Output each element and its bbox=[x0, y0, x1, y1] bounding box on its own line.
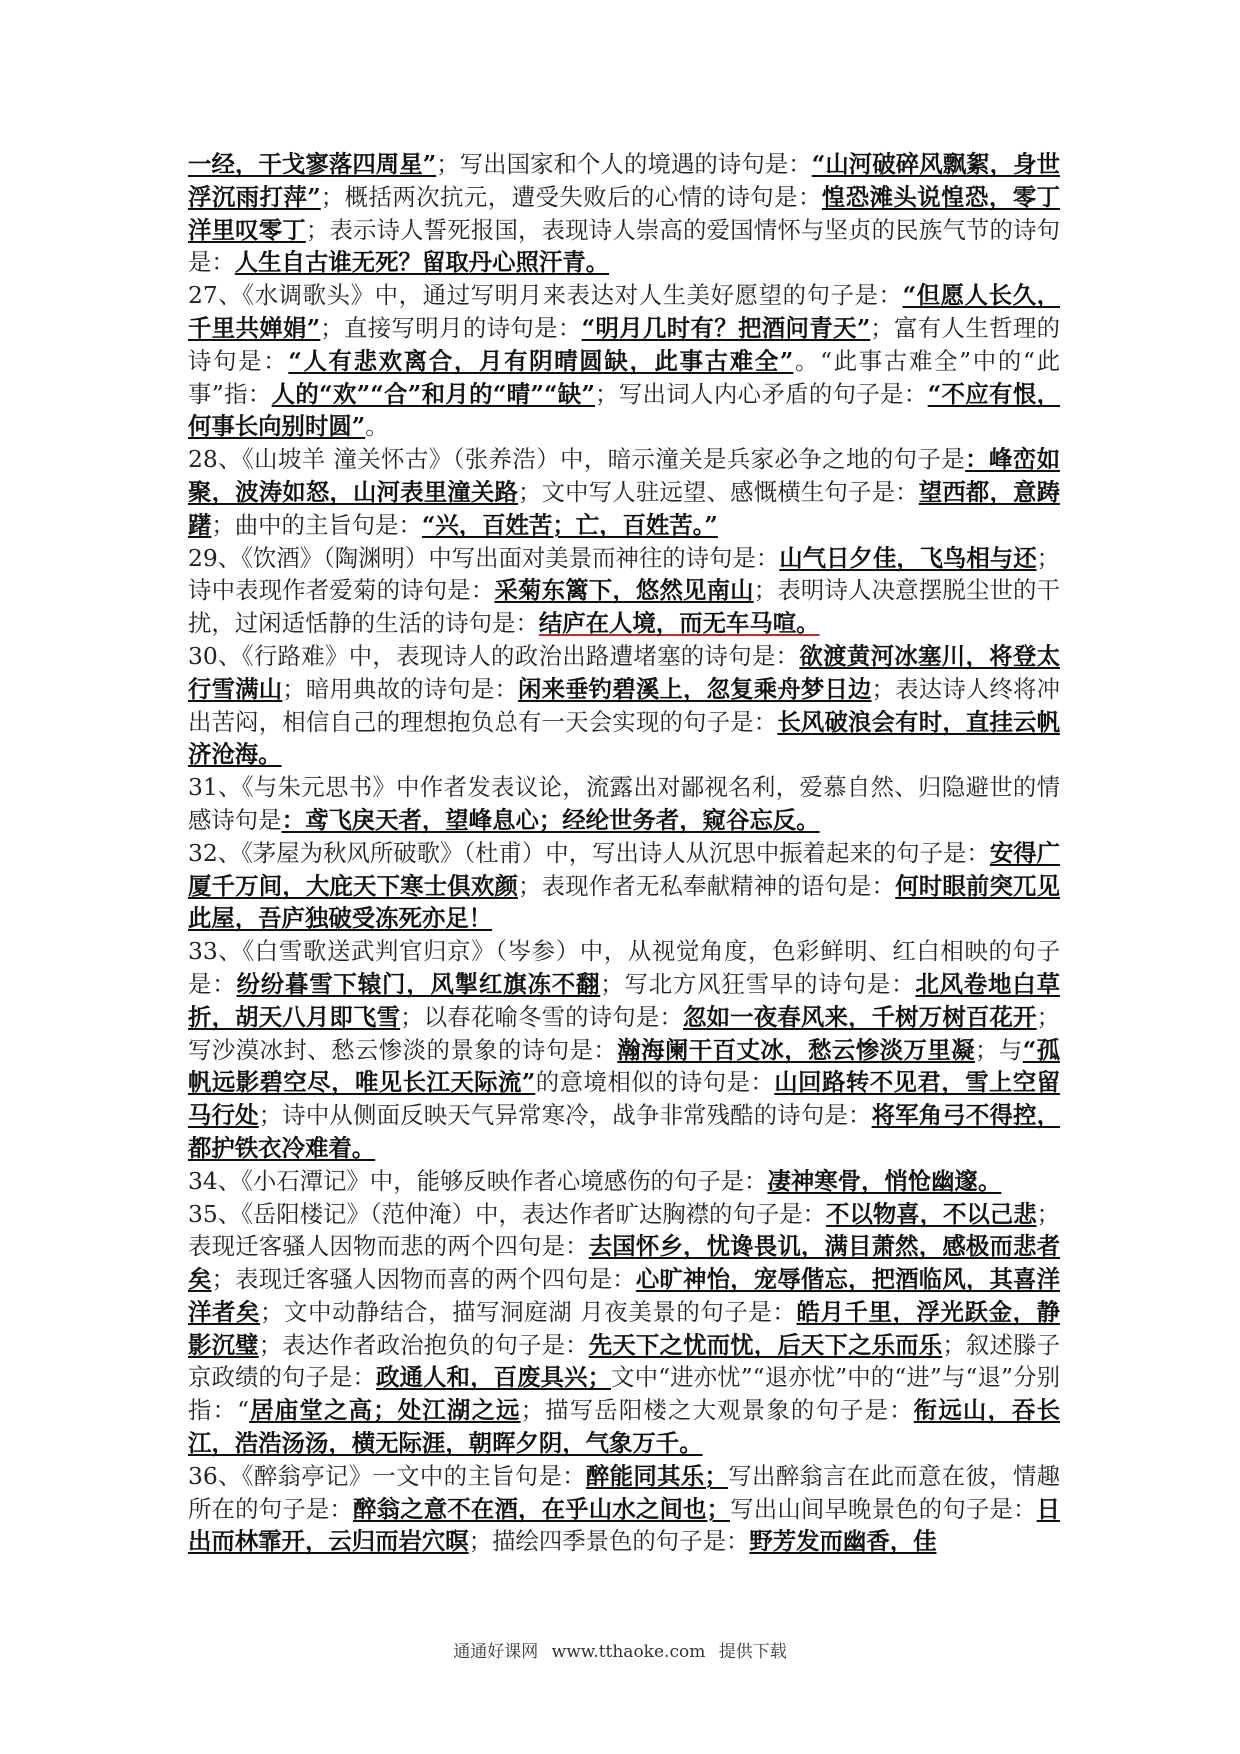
answer-text: 去国怀乡，忧谗畏讥，满目萧然，感极而悲者矣 bbox=[188, 1232, 1061, 1294]
answer-text: 欲渡黄河冰塞川，将登太行雪满山 bbox=[188, 641, 1061, 703]
answer-text: “人有悲欢离合，月有阴晴圆缺，此事古难全” bbox=[288, 346, 794, 375]
question-text: ；与 bbox=[975, 1035, 1023, 1064]
answer-text: 何时眼前突兀见此屋，吾庐独破受冻死亦足！ bbox=[188, 871, 1061, 933]
question-text: ；直接写明月的诗句是： bbox=[320, 313, 582, 342]
question-paragraph bbox=[188, 1460, 1060, 1558]
question-text: 30、《行路难》中，表现诗人的政治出路遭堵塞的诗句是： bbox=[188, 641, 800, 670]
question-paragraph bbox=[188, 443, 1060, 541]
question-text: ；表现迁客骚人因物而悲的两个四句是： bbox=[188, 1199, 1060, 1261]
question-text: ；写出词人内心矛盾的句子是： bbox=[595, 379, 928, 408]
question-paragraph bbox=[188, 542, 1060, 640]
answer-text: 将军角弓不得控，都护铁衣冷难着。 bbox=[188, 1101, 1061, 1162]
answer-text: 采菊东篱下，悠然见南山 bbox=[494, 576, 754, 605]
answer-text: 望西都，意踌躇 bbox=[188, 477, 1061, 539]
question-text: 。“此事古难全”中的“此事”指： bbox=[188, 346, 1060, 408]
answer-text: 居庙堂之高；处江湖之远 bbox=[249, 1396, 521, 1425]
question-text: ；写北方风狂雪早的诗句是： bbox=[600, 969, 916, 998]
question-text: ；表明诗人决意摆脱尘世的干扰，过闲适恬静的生活的诗句是： bbox=[188, 576, 1061, 638]
question-text: 写出醉翁言在此而意在彼，情趣所在的句子是： bbox=[188, 1461, 1061, 1523]
question-text: ；富有人生哲理的诗句是： bbox=[188, 313, 1060, 375]
footer-note: 提供下载 bbox=[718, 1642, 787, 1662]
footer-url: www.tthaoke.com bbox=[551, 1642, 706, 1662]
question-text: ；叙述滕子京政绩的句子是： bbox=[188, 1330, 1061, 1392]
question-text: 28、《山坡羊 潼关怀古》（张养浩）中，暗示潼关是兵家必争之地的句子是 bbox=[188, 445, 966, 474]
question-text: ；表现迁客骚人因物而喜的两个四句是： bbox=[211, 1265, 636, 1294]
answer-text: 纷纷暮雪下辕门，风掣红旗冻不翻 bbox=[236, 969, 601, 998]
answer-text: “明月几时有？把酒问青天” bbox=[581, 313, 871, 342]
question-paragraph bbox=[188, 1165, 1060, 1198]
question-text: ；表示诗人誓死报国，表现诗人崇高的爱国情怀与坚贞的民族气节的诗句是： bbox=[188, 215, 1061, 277]
question-text: 文中“进亦忧”“退亦忧”中的“进”与“退”分别指：“ bbox=[188, 1363, 1061, 1425]
answer-text: 山气日夕佳，飞鸟相与还 bbox=[779, 543, 1037, 572]
answer-text: 结庐在人境，而无车马喧。 bbox=[538, 609, 820, 638]
question-text: ；描写岳阳楼之大观景象的句子是： bbox=[520, 1396, 914, 1425]
question-text: 34、《小石潭记》中，能够反映作者心境感伤的句子是： bbox=[188, 1166, 768, 1195]
answer-text: 不以物喜，不以己悲 bbox=[826, 1199, 1037, 1228]
answer-text: 衔远山，吞长江，浩浩汤汤，横无际涯，朝晖夕阴，气象万千。 bbox=[188, 1396, 1061, 1458]
question-paragraph bbox=[188, 837, 1060, 935]
answer-text: ：峰峦如聚，波涛如怒，山河表里潼关路 bbox=[188, 445, 1061, 506]
question-text: 32、《茅屋为秋风所破歌》（杜甫）中，写出诗人从沉思中振着起来的句子是： bbox=[188, 838, 990, 867]
answer-text: 长风破浪会有时，直挂云帆济沧海。 bbox=[188, 707, 1060, 769]
question-text: ；写出国家和个人的境遇的诗句是： bbox=[436, 150, 812, 178]
question-paragraph bbox=[188, 640, 1060, 771]
answer-text: “但愿人长久，千里共婵娟” bbox=[188, 281, 1060, 342]
answer-text: 人生自古谁无死？留取丹心照汗青。 bbox=[234, 248, 610, 277]
question-text: 29、《饮酒》（陶渊明）中写出面对美景而神往的诗句是： bbox=[188, 543, 780, 572]
question-text: ；表达作者政治抱负的句子是： bbox=[258, 1330, 589, 1359]
document-body bbox=[188, 148, 1060, 1558]
question-text: ；表现作者无私奉献精神的语句是： bbox=[518, 871, 896, 900]
answer-text: 人的“欢”“合”和月的“晴”“缺” bbox=[271, 379, 595, 408]
answer-text: ：鸢飞戾天者，望峰息心；经纶世务者，窥谷忘反。 bbox=[281, 805, 820, 834]
answer-text: 野芳发而幽香，佳 bbox=[749, 1527, 937, 1556]
question-text: 的意境相似的诗句是： bbox=[535, 1068, 775, 1097]
question-text: ；文中写人驻远望、感慨横生句子是： bbox=[518, 477, 919, 506]
question-paragraph bbox=[188, 771, 1060, 837]
answer-text: 凄神寒骨，悄怆幽邃。 bbox=[767, 1166, 1002, 1195]
answer-text: 北风卷地白草折，胡天八月即飞雪 bbox=[188, 969, 1061, 1031]
answer-text: 醉翁之意不在酒，在乎山水之间也； bbox=[353, 1494, 730, 1523]
question-text: ；文中动静结合，描写洞庭湖 月夜美景的句子是： bbox=[260, 1297, 797, 1326]
question-text: 36、《醉翁亭记》一文中的主旨句是： bbox=[188, 1461, 586, 1490]
answer-text: “山河破碎风飘絮，身世浮沉雨打萍” bbox=[188, 150, 1060, 211]
answer-text: 忽如一夜春风来，千树万树百花开 bbox=[683, 1002, 1037, 1031]
question-text: 33、《白雪歌送武判官归京》（岑参）中，从视觉角度，色彩鲜明、红白相映的句子是： bbox=[188, 937, 1060, 998]
question-text: 。 bbox=[365, 412, 389, 441]
answer-text: 瀚海阑干百丈冰，愁云惨淡万里凝 bbox=[617, 1035, 975, 1064]
question-text: ；以春花喻冬雪的诗句是： bbox=[400, 1002, 684, 1031]
question-text: ；诗中从侧面反映天气异常寒冷，战争非常残酷的诗句是： bbox=[258, 1101, 872, 1130]
question-text: ；写沙漠冰封、愁云惨淡的景象的诗句是： bbox=[188, 1002, 1061, 1064]
footer-site-name: 通通好课网 bbox=[453, 1642, 539, 1662]
question-text: ；概括两次抗元，遭受失败后的心情的诗句是： bbox=[320, 182, 822, 211]
answer-text: 一经，干戈寥落四周星” bbox=[188, 150, 437, 178]
answer-text: 先天下之忧而忧，后天下之乐而乐 bbox=[588, 1330, 943, 1359]
question-text: ；诗中表现作者爱菊的诗句是： bbox=[188, 543, 1060, 605]
question-text: 31、《与朱元思书》中作者发表议论，流露出对鄙视名利，爱慕自然、归隐避世的情感诗句是 bbox=[188, 773, 1060, 834]
answer-text: 日出而林霏开，云归而岩穴暝 bbox=[188, 1494, 1061, 1556]
answer-text: 安得广厦千万间，大庇天下寒士俱欢颜 bbox=[188, 838, 1060, 900]
answer-text: 政通人和，百废具兴； bbox=[376, 1363, 611, 1392]
question-text: 写出山间早晚景色的句子是： bbox=[730, 1494, 1037, 1523]
answer-text: 心旷神怡，宠辱偕忘，把酒临风，其喜洋洋者矣 bbox=[188, 1265, 1061, 1326]
question-text: ；描绘四季景色的句子是： bbox=[468, 1527, 750, 1556]
answer-text: 醉能同其乐； bbox=[585, 1461, 728, 1490]
answer-text: “兴，百姓苦；亡，百姓苦。” bbox=[421, 510, 718, 539]
answer-text: “孤帆远影碧空尽，唯见长江天际流” bbox=[188, 1035, 1061, 1097]
answer-text: “不应有恨，何事长向别时圆” bbox=[188, 379, 1060, 441]
question-text: 35、《岳阳楼记》（范仲淹）中，表达作者旷达胸襟的句子是： bbox=[188, 1199, 827, 1228]
question-paragraph bbox=[188, 935, 1060, 1165]
question-paragraph bbox=[188, 279, 1060, 443]
question-text: ；表达诗人终将冲出苦闷，相信自己的理想抱负总有一天会实现的句子是： bbox=[188, 674, 1061, 736]
question-paragraph bbox=[188, 1198, 1060, 1460]
question-paragraph bbox=[188, 148, 1060, 279]
answer-text: 惶恐滩头说惶恐，零丁洋里叹零丁 bbox=[188, 182, 1060, 244]
question-text: 27、《水调歌头》中，通过写明月来表达对人生美好愿望的句子是： bbox=[188, 281, 903, 310]
answer-text: 皓月千里，浮光跃金，静影沉璧 bbox=[188, 1297, 1060, 1359]
question-text: ；暗用典故的诗句是： bbox=[282, 674, 519, 703]
question-text: ；曲中的主旨句是： bbox=[211, 510, 422, 539]
page-footer bbox=[0, 1637, 1240, 1662]
answer-text: 山回路转不见君，雪上空留马行处 bbox=[188, 1068, 1061, 1130]
answer-text: 闲来垂钓碧溪上，忽复乘舟梦日边 bbox=[518, 674, 872, 703]
